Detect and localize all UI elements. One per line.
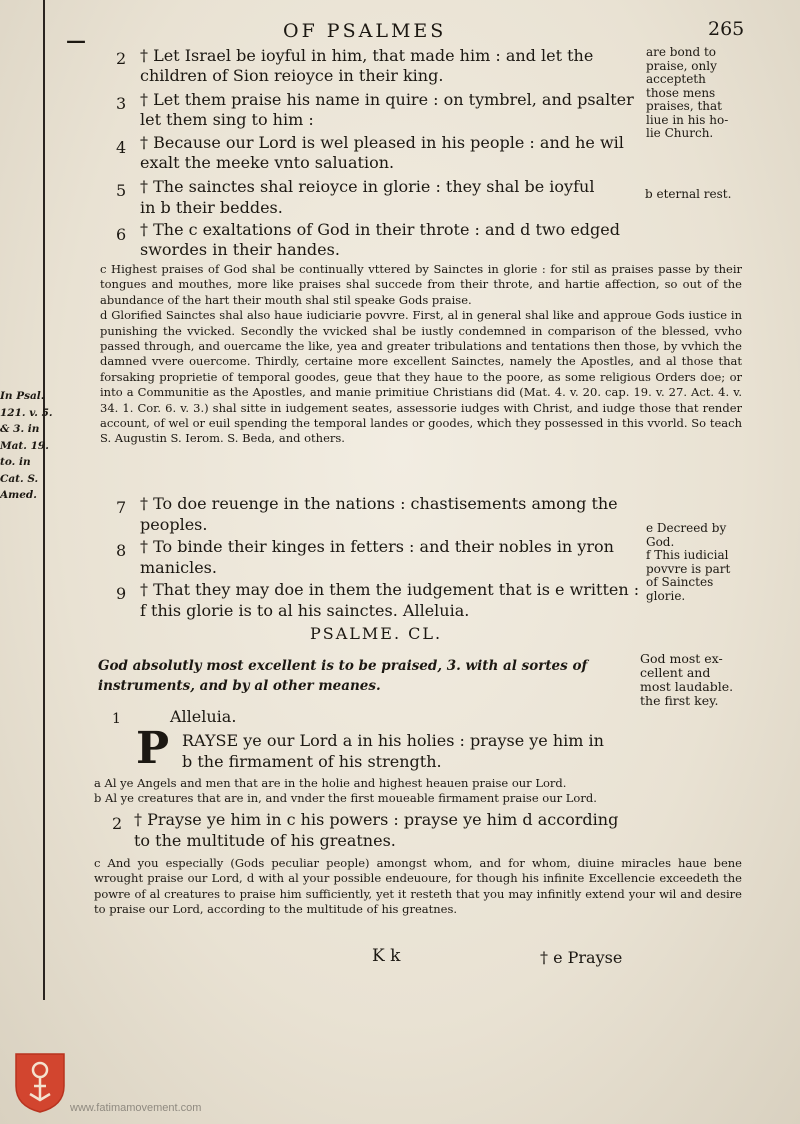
verse-line: f this glorie is to al his sainctes. Alleluia. <box>140 601 470 620</box>
verse-number: 4 <box>116 138 127 157</box>
verse-line: b the firmament of his strength. <box>182 752 442 771</box>
annotations-psalm-150-b <box>94 856 742 918</box>
catchword: † e Prayse <box>540 948 623 967</box>
verse-line: RAYSE ye our Lord a in his holies : prayse ye him in <box>182 731 604 750</box>
verse-line: † To doe reuenge in the nations : chastisements among the <box>140 494 618 513</box>
verse-line: † Prayse ye him in c his powers : prayse ye him d according <box>134 810 619 829</box>
annotation-c: c Highest praises of God shal be continually vttered by Sainctes in glorie : for stil as praises passe by their tongues and mouthes, more like praises shal succede from their throte, and hartie affection, so out of the abundance of the hart their mouth shal stil speake Gods praise. <box>100 262 742 307</box>
watermark-url: www.fatimamovement.com <box>70 1102 202 1114</box>
side-note-a: are bond to praise, only accepteth those mens praises, that liue in his ho- lie Church. <box>646 45 729 140</box>
running-title: OF PSALMES <box>283 20 447 42</box>
signature-mark: K k <box>372 946 401 966</box>
verse-number: 1 <box>112 711 121 727</box>
side-note-b: b eternal rest. <box>645 187 732 201</box>
verse-line: swordes in their handes. <box>140 240 340 259</box>
verse-number: 5 <box>116 181 127 200</box>
header-dash: — <box>66 28 86 52</box>
verse-line: † That they may doe in them the iudgement that is e written : <box>140 580 640 599</box>
verse-number: 3 <box>116 94 127 113</box>
annotations-psalm-149 <box>100 262 742 447</box>
verse-line: † To binde their kinges in fetters : and their nobles in yron <box>140 537 614 556</box>
verse-number: 6 <box>116 225 127 244</box>
annotations-psalm-150-a <box>94 776 736 807</box>
drop-cap: P <box>136 723 170 774</box>
annotation-c-d: c And you especially (Gods peculiar people) amongst whom, and for whom, diuine miracles haue bene wrought praise our Lord, d with al your possible endeuoure, for though his infinite Excellencie exceedeth the powre of al creatures to praise him sufficiently, yet it resteth that you may infinitly extend your wil and desire to praise our Lord, according to the multitude of his greatnes. <box>94 856 742 917</box>
psalm-heading: PSALME. CL. <box>310 624 443 643</box>
annotation-a: a Al ye Angels and men that are in the holie and highest heauen praise our Lord. <box>94 776 567 790</box>
verse-1-text: Alleluia. <box>170 707 237 726</box>
psalm-argument: God absolutly most excellent is to be praised, 3. with al sortes of instruments, and by al other meanes. <box>98 658 588 694</box>
verse-number: 2 <box>116 49 127 68</box>
side-note-argument: God most ex- cellent and most laudable. the first key. <box>640 651 734 708</box>
left-margin-note: In Psal. 121. v. 5. & 3. in Mat. 19. to. in Cat. S. Amed. <box>0 390 53 501</box>
verse-line: peoples. <box>140 515 208 534</box>
verse-number: 7 <box>116 498 127 517</box>
verse-line: in b their beddes. <box>140 198 283 217</box>
verse-line: † The c exaltations of God in their throte : and d two edged <box>140 220 620 239</box>
verse-line: manicles. <box>140 558 217 577</box>
verse-line: exalt the meeke vnto saluation. <box>140 153 395 172</box>
annotation-b: b Al ye creatures that are in, and vnder the first moueable firmament praise our Lord. <box>94 791 597 806</box>
side-note-e-f: e Decreed by God. f This iudicial povvre is part of Sainctes glorie. <box>646 521 731 603</box>
annotation-d: d Glorified Sainctes shal also haue iudiciarie povvre. First, al in general shal like and approue Gods iustice in punishing the vvicked. Secondly the vvicked shal be iustly condemned in comparison of the blessed, vvho passed through, and ouercame the like, yea and greater tribulations and tentations then those, by vvhich the damned vvere ouercome. Thirdly, certaine more excellent Sainctes, namely the Apostles, and al those that forsaking proprietie of temporal goodes, geue that they haue to the poore, as some religious Orders doe; or into a Communitie as the Apostles, and manie primitiue Christians did (Mat. 4. v. 20. cap. 19. v. 27. Act. 4. v. 34. 1. Cor. 6. v. 3.) shal sitte in iudgement seates, assessorie iudges with Christ, and iudge those that render account, of wel or euil spending the temporal landes or goodes, which they possessed in this vvorld. So teach S. Augustin S. Ierom. S. Beda, and others. <box>100 308 742 446</box>
verse-line: † Because our Lord is wel pleased in his people : and he wil <box>140 133 624 152</box>
verse-number: 2 <box>112 814 123 833</box>
verse-line: † The sainctes shal reioyce in glorie : they shal be ioyful <box>140 177 595 196</box>
verse-line: let them sing to him : <box>140 110 314 129</box>
verse-line: † Let Israel be ioyful in him, that made him : and let the <box>140 46 594 65</box>
verse-number: 9 <box>116 584 127 603</box>
crest-icon <box>12 1052 68 1114</box>
verse-line: children of Sion reioyce in their king. <box>140 66 444 85</box>
verse-line: to the multitude of his greatnes. <box>134 831 396 850</box>
page-number: 265 <box>708 18 745 40</box>
verse-line: † Let them praise his name in quire : on tymbrel, and psalter <box>140 90 634 109</box>
verse-number: 8 <box>116 541 127 560</box>
